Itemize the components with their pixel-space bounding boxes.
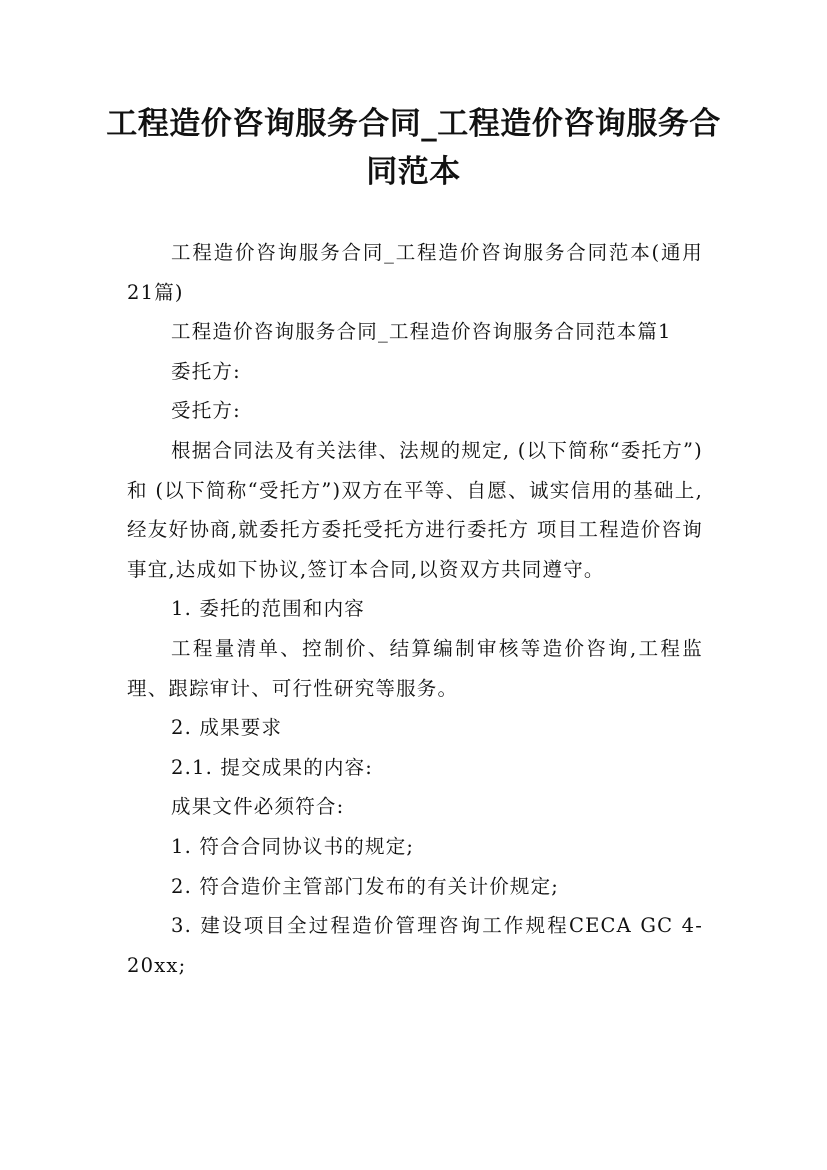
paragraph-intro: 工程造价咨询服务合同_工程造价咨询服务合同范本(通用21篇) <box>127 241 703 304</box>
paragraph-client: 委托方: <box>171 359 241 383</box>
paragraph-section-heading: 工程造价咨询服务合同_工程造价咨询服务合同范本篇1 <box>171 320 672 344</box>
document-body <box>127 233 703 985</box>
paragraph-scope-heading: 1. 委托的范围和内容 <box>171 597 366 621</box>
paragraph-scope-content: 工程量清单、控制价、结算编制审核等造价咨询,工程监理、跟踪审计、可行性研究等服务。 <box>127 636 703 700</box>
paragraph-compliance-item-2: 2. 符合造价主管部门发布的有关计价规定; <box>171 874 560 898</box>
paragraph-compliance-item-1: 1. 符合合同协议书的规定; <box>171 834 415 858</box>
paragraph-requirements-heading: 2. 成果要求 <box>171 716 283 740</box>
paragraph-compliance-item-3: 3. 建设项目全过程造价管理咨询工作规程CECA GC 4-20xx; <box>127 914 703 977</box>
paragraph-compliance-intro: 成果文件必须符合: <box>171 795 345 819</box>
paragraph-preamble: 根据合同法及有关法律、法规的规定, (以下简称“委托方”)和 (以下简称“受托方”)双方在平等、自愿、诚实信用的基础上,经友好协商,就委托方委托受托方进行委托方 项目工程造价咨询事宜,达成如下协议,签订本合同,以资双方共同遵守。 <box>127 438 703 581</box>
paragraph-contractor: 受托方: <box>171 399 241 423</box>
document-title: 工程造价咨询服务合同_工程造价咨询服务合同范本 <box>106 106 721 190</box>
paragraph-deliverables-heading: 2.1. 提交成果的内容: <box>171 755 374 779</box>
